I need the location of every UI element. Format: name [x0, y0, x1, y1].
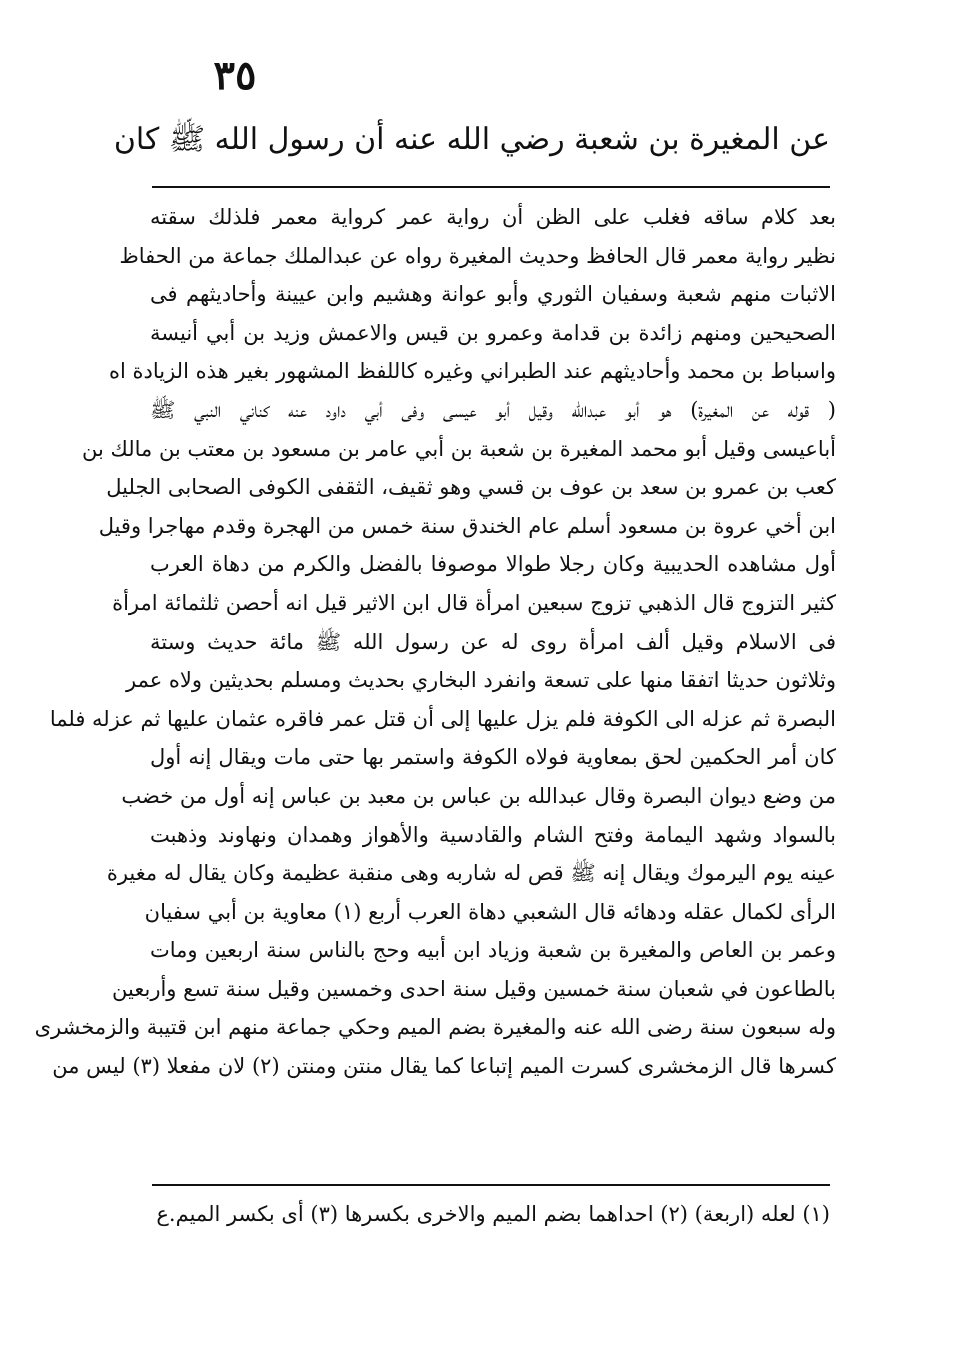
- commentary-line: وله سبعون سنة رضى الله عنه والمغيرة بضم الميم وحكي جماعة منهم ابن قتيبة والزمخشرى: [34, 1015, 836, 1040]
- commentary-line: عينه يوم اليرموك ويقال إنه ﷺ قص له شاربه وهى منقبة عظيمة وكان يقال له مغيرة: [106, 861, 836, 886]
- commentary-line: وعمر بن العاص والمغيرة بن شعبة وزياد ابن أبيه وحج بالناس سنة اربعين ومات: [150, 938, 836, 963]
- hadith-text: عن المغيرة بن شعبة رضي الله عنه أن رسول الله ﷺ كان: [113, 122, 830, 157]
- commentary-line: الاثبات منهم شعبة وسفيان الثوري وأبو عوانة وهشيم وابن عيينة وأحاديثهم فى: [150, 282, 836, 307]
- commentary-line: كعب بن عمرو بن سعد بن عوف بن قسي وهو ثقيف، الثقفى الكوفى الصحابى الجليل: [106, 475, 836, 500]
- commentary-line: بعد كلام ساقه فغلب على الظن أن رواية عمر كرواية معمر فلذلك سقته: [150, 205, 836, 229]
- commentary-line: وثلاثون حديثا اتفقا منها على تسعة وانفرد البخاري بحديث ومسلم بحديثين ولاه عمر: [126, 668, 836, 693]
- footnote-divider: [152, 1184, 830, 1186]
- commentary-line: البصرة ثم عزله الى الكوفة فلم يزل عليها إلى أن قتل عمر فاقره عثمان عليها ثم عزله فلما: [49, 706, 836, 731]
- commentary-line: ابن أخي عروة بن مسعود أسلم عام الخندق سنة خمس من الهجرة وقدم مهاجرا وقيل: [98, 513, 836, 538]
- commentary-line: كان أمر الحكمين لحق بمعاوية فولاه الكوفة واستمر بها حتى مات ويقال إنه أول: [150, 745, 836, 770]
- commentary-line: كثير التزوج قال الذهبي تزوج سبعين امرأة قال ابن الاثير قيل انه أحصن ثلثمائة امرأة: [112, 590, 836, 615]
- footnotes: (١) لعله (اربعة) (٢) احداهما بضم الميم والاخرى بكسرها (٣) أى بكسر الميم.ع: [156, 1202, 830, 1226]
- header-divider: [152, 186, 830, 188]
- commentary-body: [34, 198, 836, 1086]
- commentary-line: ( قوله عن المغيرة) هو أبو عبدالله وقيل أبو عيسى وفى أبي داود عنه كناني النبي ﷺ: [150, 397, 836, 422]
- commentary-line: بالسواد وشهد اليمامة وفتح الشام والقادسية والأهواز وهمدان ونهاوند وذهبت: [150, 822, 836, 847]
- commentary-line: بالطاعون في شعبان سنة خمسين وقيل سنة احدى وخمسين وقيل سنة تسع وأربعين: [112, 976, 836, 1001]
- commentary-line: كسرها قال الزمخشرى كسرت الميم إتباعا كما يقال منتن ومنتن (٢) لان مفعلا (٣) ليس من: [52, 1054, 836, 1079]
- commentary-line: فى الاسلام وقيل ألف امرأة روى له عن رسول الله ﷺ مائة حديث وستة: [150, 629, 836, 654]
- commentary-line: واسباط بن محمد وأحاديثهم عند الطبراني وغيره كاللفظ المشهور بغير هذه الزيادة اه: [108, 359, 836, 384]
- commentary-line: نظير رواية معمر قال الحافظ وحديث المغيرة رواه عن عبدالملك جماعة من الحفاظ: [119, 243, 836, 268]
- page-number: ٣٥: [213, 52, 257, 99]
- commentary-line: أباعيسى وقيل أبو محمد المغيرة بن شعبة بن أبي عامر بن مسعود بن معتب بن مالك بن: [82, 436, 836, 461]
- commentary-line: من وضع ديوان البصرة وقال عبدالله بن عباس بن معبد بن عباس إنه أول من خضب: [121, 783, 836, 808]
- commentary-line: الصحيحين ومنهم زائدة بن قدامة وعمرو بن قيس والاعمش وزيد بن أبي أنيسة: [150, 320, 836, 345]
- commentary-line: الرأى لكمال عقله ودهائه قال الشعبي دهاة العرب أربع (١) معاوية بن أبي سفيان: [144, 899, 836, 924]
- commentary-line: أول مشاهده الحديبية وكان رجلا طوالا موصوفا بالفضل والكرم من دهاة العرب: [150, 552, 836, 577]
